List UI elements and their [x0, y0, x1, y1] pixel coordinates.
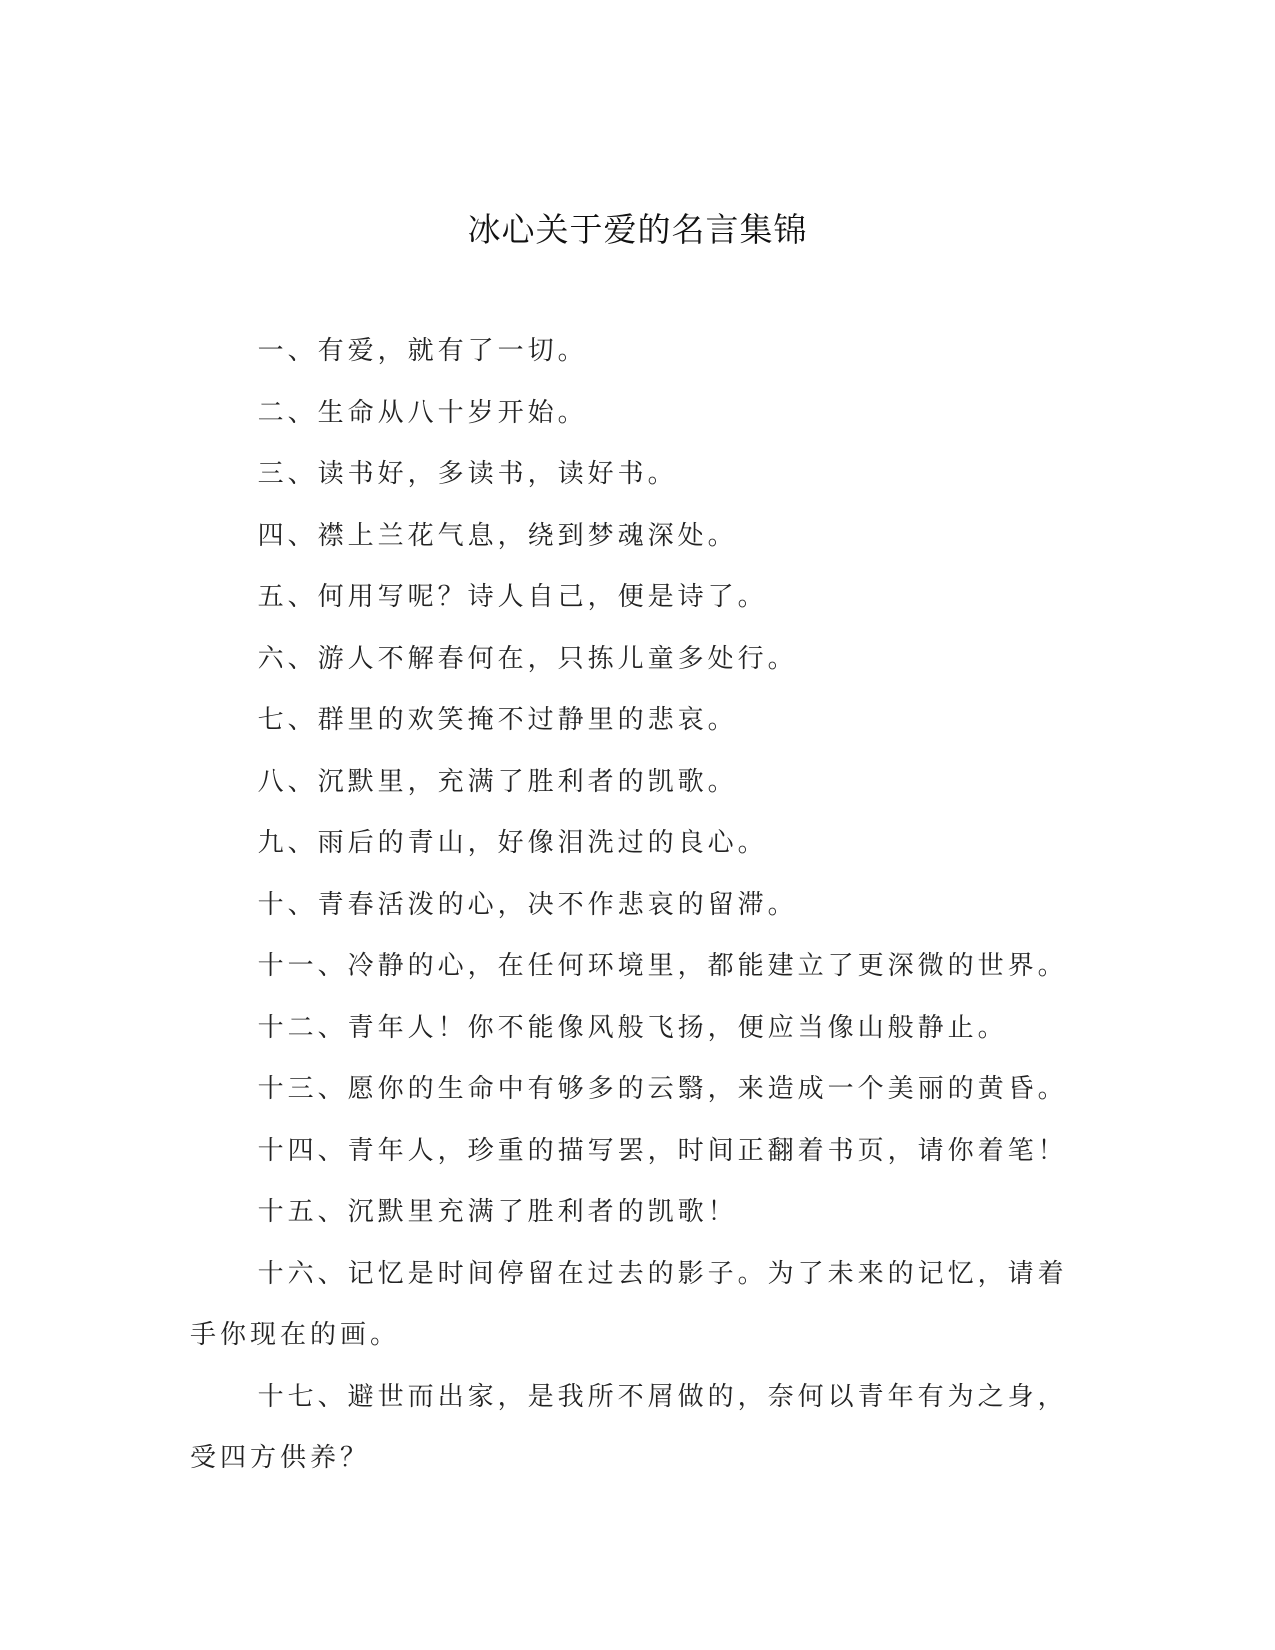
quote-paragraph: 一、有爱，就有了一切。 [257, 336, 588, 366]
quote-paragraph: 二、生命从八十岁开始。 [257, 397, 588, 428]
document-body [190, 321, 1080, 1490]
quote-paragraph: 十、青春活泼的心，决不作悲哀的留滞。 [257, 889, 798, 920]
quote-paragraph: 十三、愿你的生命中有够多的云翳，来造成一个美丽的黄昏。 [257, 1074, 1068, 1104]
quote-paragraph: 九、雨后的青山，好像泪洗过的良心。 [257, 828, 768, 858]
quote-paragraph: 八、沉默里，充满了胜利者的凯歌。 [257, 766, 738, 797]
quote-paragraph: 三、读书好，多读书，读好书。 [257, 459, 678, 489]
quote-paragraph: 十二、青年人！你不能像风般飞扬，便应当像山般静止。 [257, 1012, 1008, 1043]
quote-paragraph: 六、游人不解春何在，只拣儿童多处行。 [257, 643, 798, 674]
quote-paragraph: 四、襟上兰花气息，绕到梦魂深处。 [257, 520, 738, 551]
quote-paragraph: 十一、冷静的心，在任何环境里，都能建立了更深微的世界。 [257, 951, 1068, 981]
quote-paragraph: 十五、沉默里充满了胜利者的凯歌！ [257, 1197, 738, 1227]
quote-paragraph: 七、群里的欢笑掩不过静里的悲哀。 [257, 705, 738, 735]
quote-paragraph: 五、何用写呢？诗人自己，便是诗了。 [257, 582, 768, 612]
quote-paragraph: 十六、记忆是时间停留在过去的影子。为了未来的记忆，请着手你现在的画。 [190, 1258, 1068, 1350]
quote-paragraph: 十七、避世而出家，是我所不屑做的，奈何以青年有为之身，受四方供养？ [190, 1381, 1068, 1473]
document-title: 冰心关于爱的名言集锦 [467, 210, 808, 249]
quote-paragraph: 十四、青年人，珍重的描写罢，时间正翻着书页，请你着笔！ [257, 1135, 1068, 1166]
